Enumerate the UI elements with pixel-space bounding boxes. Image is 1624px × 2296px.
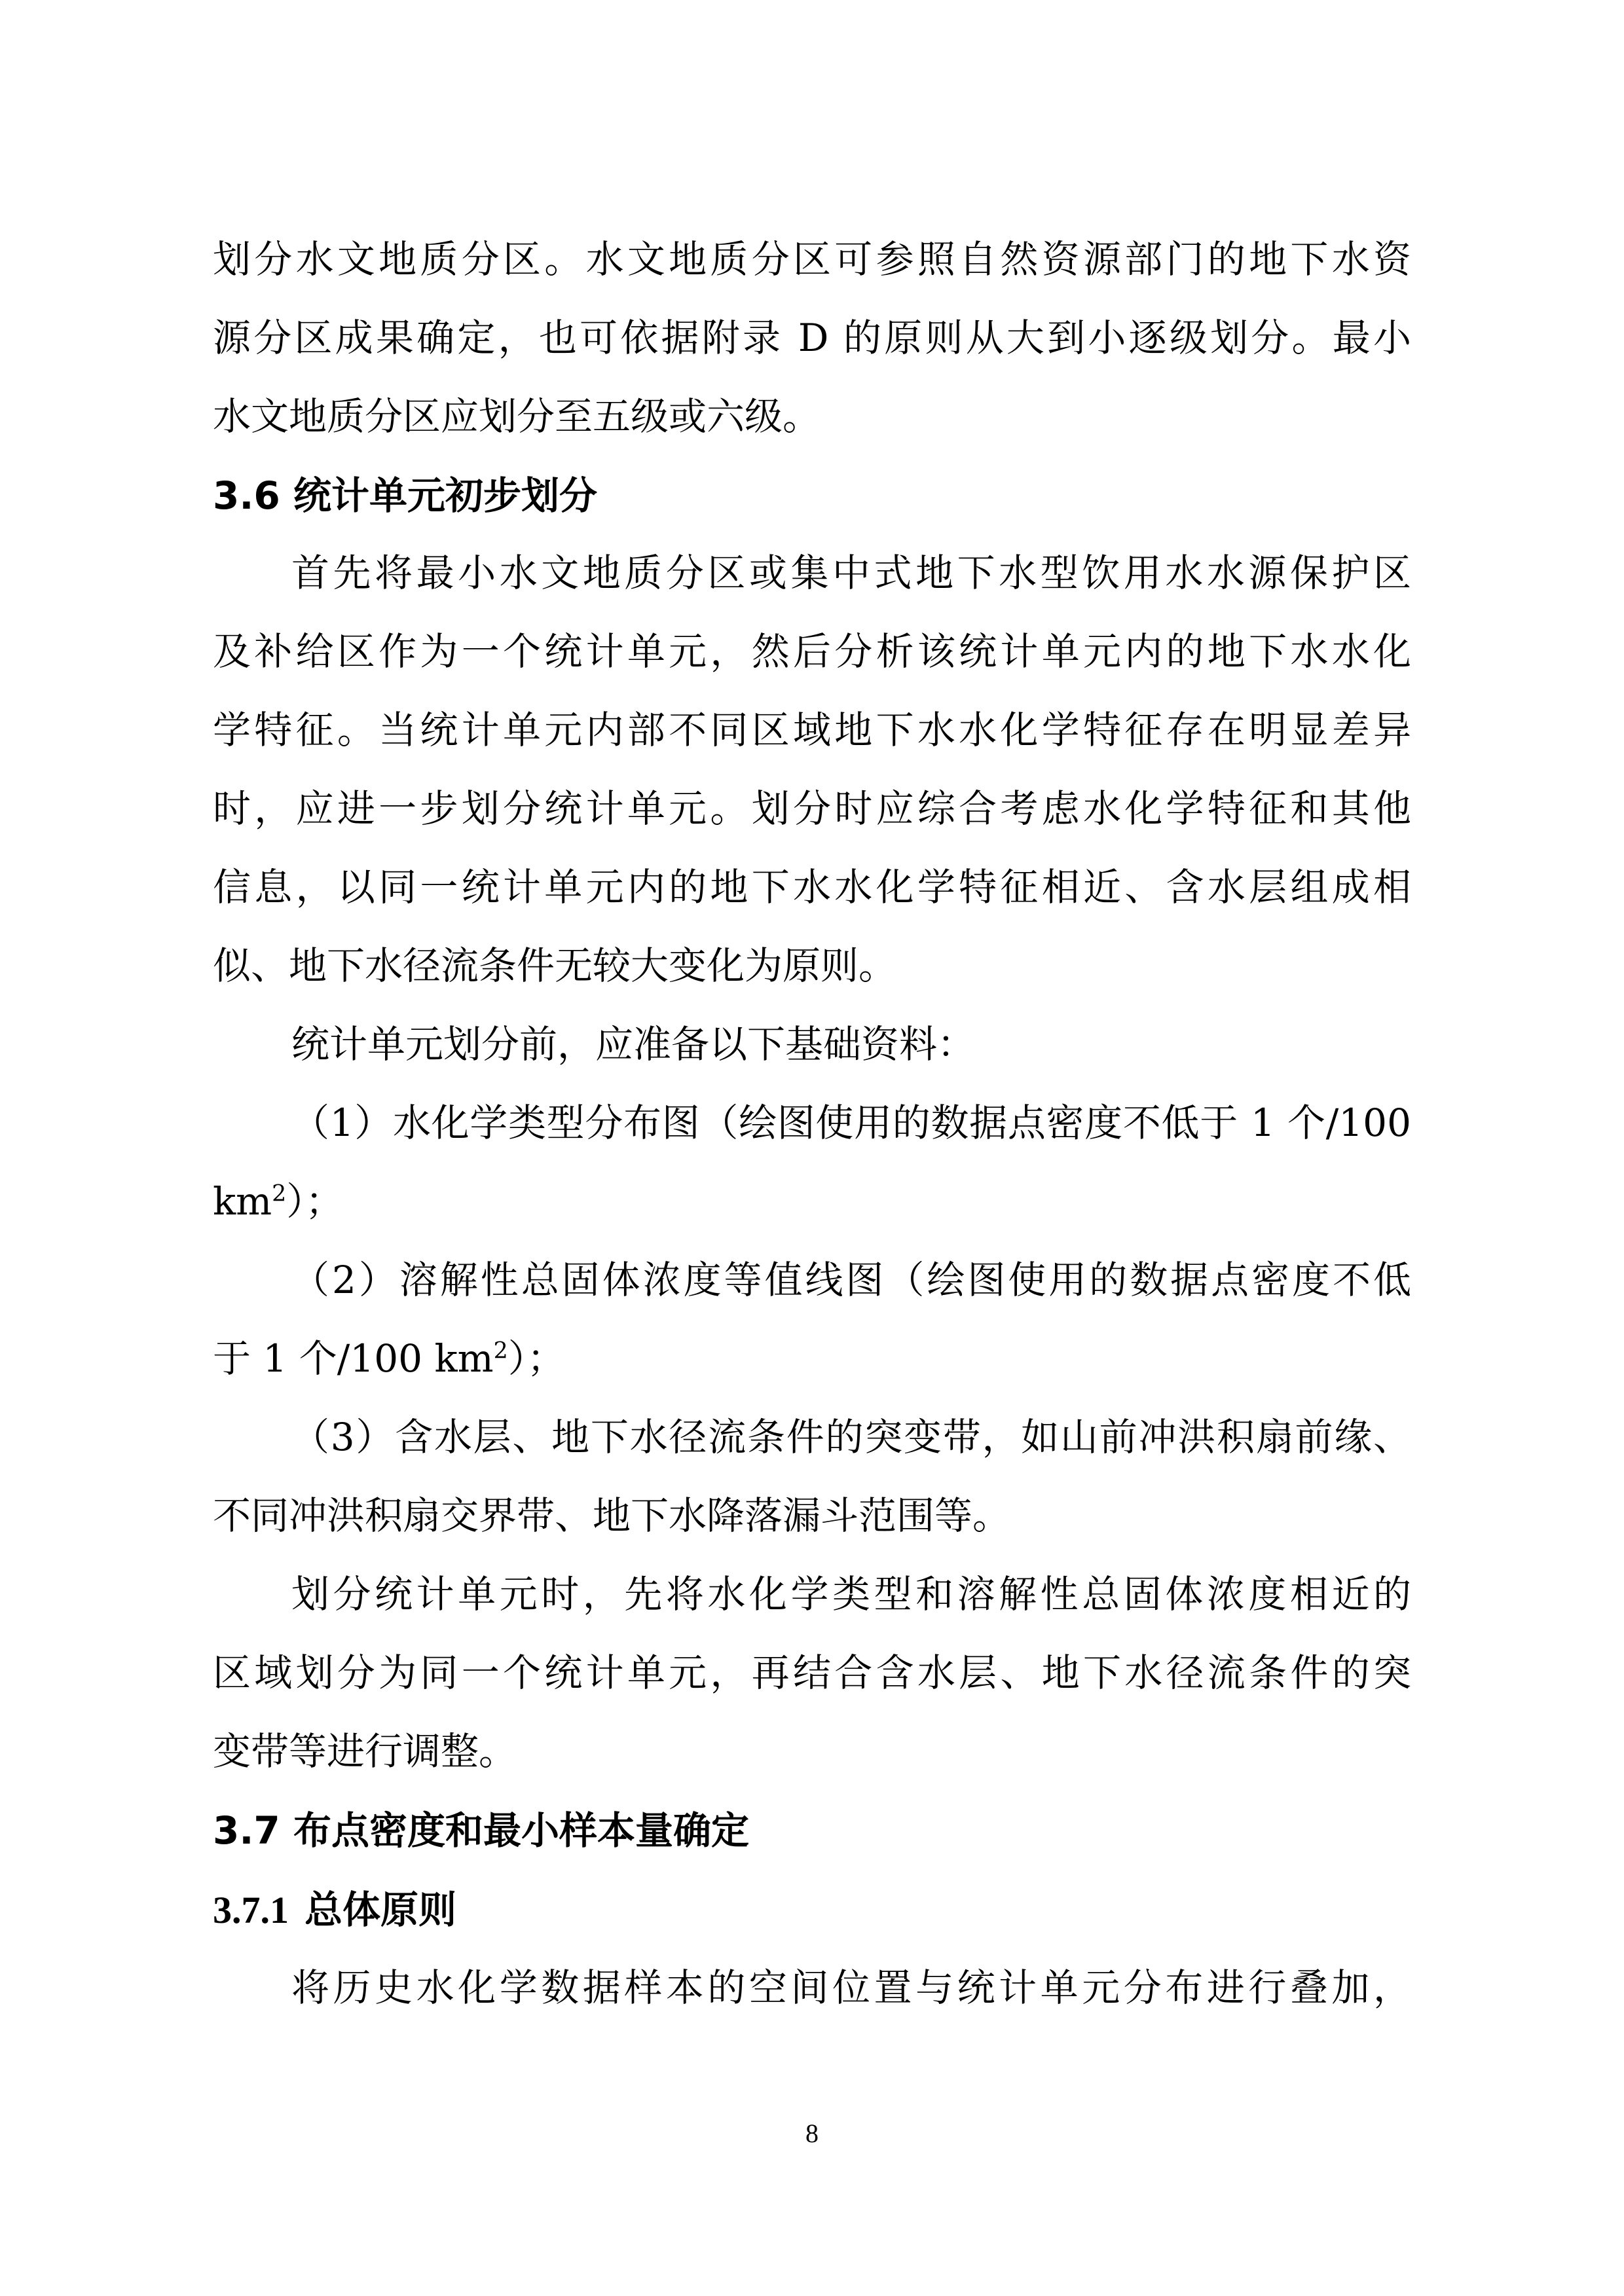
paragraph-line: 似、地下水径流条件无较大变化为原则。 xyxy=(213,943,897,988)
paragraph-line: 时，应进一步划分统计单元。划分时应综合考虑水化学特征和其他 xyxy=(213,786,1411,831)
list-item-line: （1）水化学类型分布图（绘图使用的数据点密度不低于 1 个/100 xyxy=(291,1101,1411,1145)
paragraph-line: 水文地质分区应划分至五级或六级。 xyxy=(213,394,821,439)
subsection-title: 总体原则 xyxy=(304,1887,457,1932)
paragraph-line: 首先将最小水文地质分区或集中式地下水型饮用水水源保护区 xyxy=(291,551,1411,595)
list-item-line: （2）溶解性总固体浓度等值线图（绘图使用的数据点密度不低 xyxy=(291,1258,1411,1302)
paragraph-line: 变带等进行调整。 xyxy=(213,1729,517,1774)
paragraph-line: 将历史水化学数据样本的空间位置与统计单元分布进行叠加， xyxy=(291,1965,1411,2010)
paragraph-line: 统计单元划分前，应准备以下基础资料： xyxy=(291,1022,976,1066)
superscript: 2 xyxy=(272,1180,287,1207)
subsection-heading-3-7-1 xyxy=(213,1870,1411,1949)
paragraph-line: 信息，以同一统计单元内的地下水水化学特征相近、含水层组成相 xyxy=(213,865,1411,909)
paragraph-line: 源分区成果确定，也可依据附录 D 的原则从大到小逐级划分。最小 xyxy=(213,316,1411,360)
paragraph-line: 及补给区作为一个统计单元，然后分析该统计单元内的地下水水化 xyxy=(213,629,1411,674)
unit-text: km xyxy=(213,1179,272,1224)
paragraph-line: 区域划分为同一个统计单元，再结合含水层、地下水径流条件的突 xyxy=(213,1650,1411,1695)
list-item-line: （3）含水层、地下水径流条件的突变带，如山前冲洪积扇前缘、 xyxy=(291,1415,1411,1459)
superscript: 2 xyxy=(493,1338,508,1364)
list-item-line xyxy=(213,1162,1411,1241)
section-heading-3-6: 3.6 统计单元初步划分 xyxy=(213,473,597,518)
unit-text: 于 1 个/100 km xyxy=(213,1336,494,1381)
section-heading-3-7: 3.7 布点密度和最小样本量确定 xyxy=(213,1808,749,1853)
paragraph-line: 学特征。当统计单元内部不同区域地下水水化学特征存在明显差异 xyxy=(213,708,1411,752)
list-item-line: 不同冲洪积扇交界带、地下水降落漏斗范围等。 xyxy=(213,1493,1011,1538)
page-number: 8 xyxy=(805,2119,819,2148)
paragraph-line: 划分水文地质分区。水文地质分区可参照自然资源部门的地下水资 xyxy=(213,237,1411,282)
punctuation-text: ）； xyxy=(507,1336,565,1381)
list-item-line xyxy=(213,1319,1411,1398)
punctuation-text: ）； xyxy=(286,1179,344,1224)
paragraph-line: 划分统计单元时，先将水化学类型和溶解性总固体浓度相近的 xyxy=(291,1572,1411,1616)
subsection-number: 3.7.1 xyxy=(213,1889,289,1931)
